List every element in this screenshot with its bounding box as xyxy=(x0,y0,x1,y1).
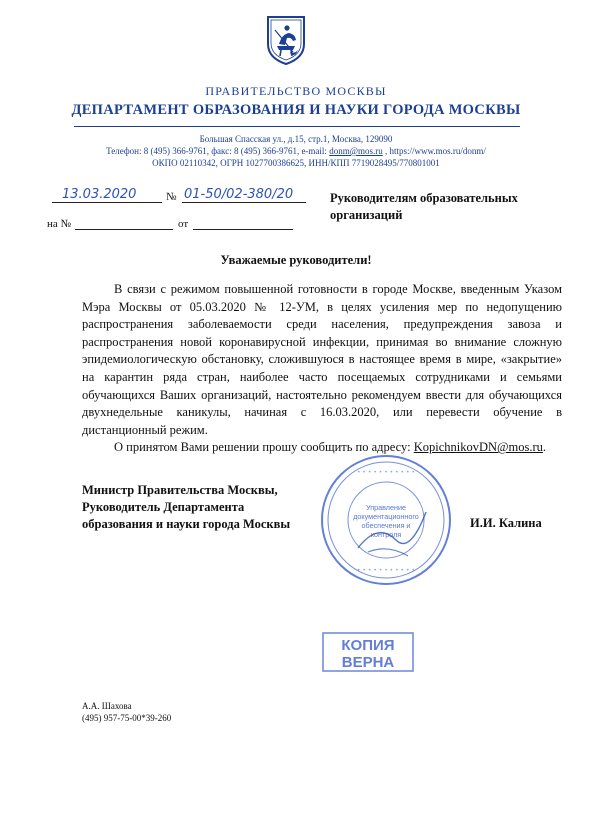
seal-inner-line-1: Управление xyxy=(366,503,406,512)
header-divider xyxy=(74,126,520,127)
registration-date: 13.03.2020 xyxy=(62,187,137,202)
department-codes: ОКПО 02110342, ОГРН 1027700386625, ИНН/КПП 7719028495/770801001 xyxy=(152,158,440,168)
signer-name: И.И. Калина xyxy=(470,516,542,530)
seal-inner-line-4: контроля xyxy=(370,530,402,539)
reply-to-date-label: от xyxy=(178,218,189,230)
official-seal-icon xyxy=(318,452,454,588)
signer-title-line-3: образования и науки города Москвы xyxy=(82,517,291,531)
department-title: ДЕПАРТАМЕНТ ОБРАЗОВАНИЯ И НАУКИ ГОРОДА МОСКВЫ xyxy=(71,102,521,118)
body-paragraph-1: В связи с режимом повышенной готовности в городе Москве, введенным Указом Мэра Москвы от 05.03.2020 № 12-УМ, в целях усиления мер по недопущению распространения заболеваемости среди населения, предупреждения завоза и распространения новой коронавирусной инфекции, принимая во внимание сложную эпидемиологическую обстановку, сложившуюся в настоящее время в мире, «закрытие» на карантин ряда стран, наиболее часто посещаемых сотрудниками и семьями обучающихся Ваших организаций, настоятельно рекомендуем ввести для обучающихся двухнедельные каникулы, начиная с 16.03.2020, или перевести обучение в дистанционный режим. xyxy=(82,282,562,437)
copy-true-stamp-icon xyxy=(322,632,414,672)
letter-body xyxy=(82,281,562,457)
registration-number: 01-50/02-380/20 xyxy=(184,187,294,202)
body-paragraph-2-end: . xyxy=(542,440,547,455)
addressee: Руководителям образовательных организаций xyxy=(330,191,518,222)
executor-name: А.А. Шахова xyxy=(82,701,132,711)
contacts-website[interactable]: , https://www.mos.ru/donm/ xyxy=(382,146,486,156)
contacts-phone-fax: Телефон: 8 (495) 366-9761, факс: 8 (495) 366-9761, e-mail: xyxy=(106,146,330,156)
seal-inner-line-2: документационного xyxy=(353,512,419,521)
seal-inner-line-3: обеспечения и xyxy=(361,521,411,530)
reply-to-number-line xyxy=(75,229,173,230)
reply-to-number-label: на № xyxy=(47,218,72,230)
stamp-line-1: КОПИЯ xyxy=(341,637,395,654)
svg-text:• • • • • • • • • • •: • • • • • • • • • • • xyxy=(356,469,416,476)
number-underline xyxy=(182,202,306,203)
signer-title-line-2: Руководитель Департамента xyxy=(82,500,245,514)
body-paragraph-2-text: О принятом Вами решении прошу сообщить по адресу: xyxy=(114,440,414,455)
moscow-coat-of-arms-icon xyxy=(265,14,307,66)
date-underline xyxy=(52,202,162,203)
reply-to-date-line xyxy=(193,229,293,230)
contacts-email-link[interactable]: donm@mos.ru xyxy=(329,146,383,156)
government-title: ПРАВИТЕЛЬСТВО МОСКВЫ xyxy=(205,84,387,98)
greeting: Уважаемые руководители! xyxy=(220,253,372,267)
department-address: Большая Спасская ул., д.15, стр.1, Москва, 129090 xyxy=(199,134,393,144)
signer-title xyxy=(82,482,290,533)
signer-title-line-1: Министр Правительства Москвы, xyxy=(82,483,278,497)
executor-phone: (495) 957-75-00*39-260 xyxy=(82,713,172,723)
number-label: № xyxy=(166,191,177,203)
svg-text:• • • • • • • • • • •: • • • • • • • • • • • xyxy=(356,567,416,574)
executor-info xyxy=(82,700,171,724)
stamp-line-2: ВЕРНА xyxy=(341,654,395,671)
contact-email-link[interactable]: KopichnikovDN@mos.ru xyxy=(413,440,543,455)
department-contacts xyxy=(0,145,592,157)
